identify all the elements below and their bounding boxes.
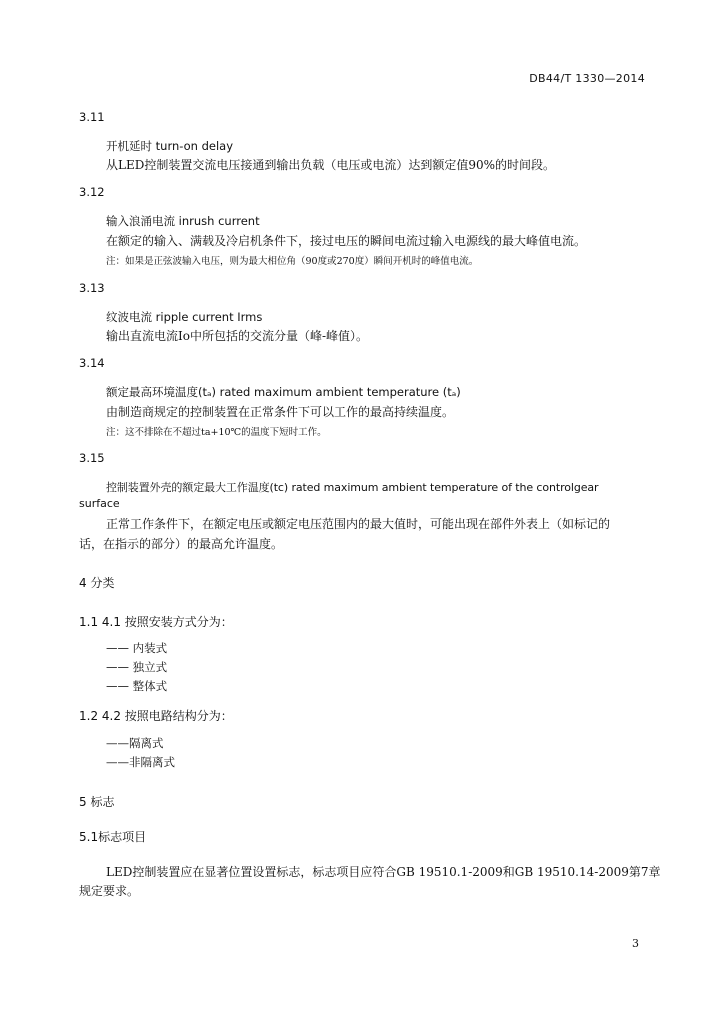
definition-3-11: 从LED控制装置交流电压接通到输出负载（电压或电流）达到额定值90%的时间段。 bbox=[106, 158, 556, 172]
clause-number-3-15: 3.15 bbox=[79, 451, 105, 465]
clause-number-3-11: 3.11 bbox=[79, 110, 105, 124]
definition-3-13: 输出直流电流Io中所包括的交流分量（峰-峰值）。 bbox=[106, 329, 369, 343]
paragraph-5-1-line1: LED控制装置应在显著位置设置标志，标志项目应符合GB 19510.1-2009和GB 19510.14-2009第7章 bbox=[106, 865, 661, 879]
definition-3-14: 由制造商规定的控制装置在正常条件下可以工作的最高持续温度。 bbox=[106, 405, 455, 419]
term-3-13: 纹波电流 ripple current Irms bbox=[106, 310, 263, 324]
list-item-4-2-1: ——隔离式 bbox=[106, 736, 164, 750]
paragraph-5-1-line2: 规定要求。 bbox=[79, 884, 140, 898]
term-3-11: 开机延时 turn-on delay bbox=[106, 139, 234, 153]
chapter-5-heading: 5 标志 bbox=[79, 795, 115, 809]
note-3-14: 注：这不排除在不超过ta+10℃的温度下短时工作。 bbox=[106, 427, 327, 438]
chapter-4-heading: 4 分类 bbox=[79, 576, 115, 590]
definition-3-15-line1: 正常工作条件下，在额定电压或额定电压范围内的最大值时，可能出现在部件外表上（如标记的 bbox=[106, 517, 611, 531]
section-4-1-heading: 1.1 4.1 按照安装方式分为： bbox=[79, 615, 233, 629]
section-4-2-heading: 1.2 4.2 按照电路结构分为： bbox=[79, 709, 233, 723]
clause-number-3-13: 3.13 bbox=[79, 281, 105, 295]
list-item-4-1-2: —— 独立式 bbox=[106, 660, 168, 674]
definition-3-12: 在额定的输入、满载及冷启机条件下，接过电压的瞬间电流过输入电源线的最大峰值电流。 bbox=[106, 234, 587, 248]
section-5-1-heading: 5.1标志项目 bbox=[79, 830, 147, 844]
clause-number-3-12: 3.12 bbox=[79, 185, 105, 199]
term-3-15-line2: surface bbox=[79, 497, 120, 510]
list-item-4-1-3: —— 整体式 bbox=[106, 679, 168, 693]
note-3-12: 注：如果是正弦波输入电压，则为最大相位角（90度或270度）瞬间开机时的峰值电流。 bbox=[106, 256, 479, 267]
page-number: 3 bbox=[632, 937, 639, 950]
header-doc-code: DB44/T 1330—2014 bbox=[529, 72, 645, 85]
term-3-14: 额定最高环境温度(tₐ) rated maximum ambient temperature (tₐ) bbox=[106, 385, 461, 399]
list-item-4-1-1: —— 内装式 bbox=[106, 641, 168, 655]
definition-3-15-line2: 话，在指示的部分）的最高允许温度。 bbox=[79, 537, 284, 551]
clause-number-3-14: 3.14 bbox=[79, 356, 105, 370]
term-3-12: 输入浪涌电流 inrush current bbox=[106, 214, 260, 228]
list-item-4-2-2: ——非隔离式 bbox=[106, 755, 175, 769]
term-3-15-line1: 控制装置外壳的额定最大工作温度(tc) rated maximum ambient temperature of the controlgear bbox=[106, 481, 599, 494]
